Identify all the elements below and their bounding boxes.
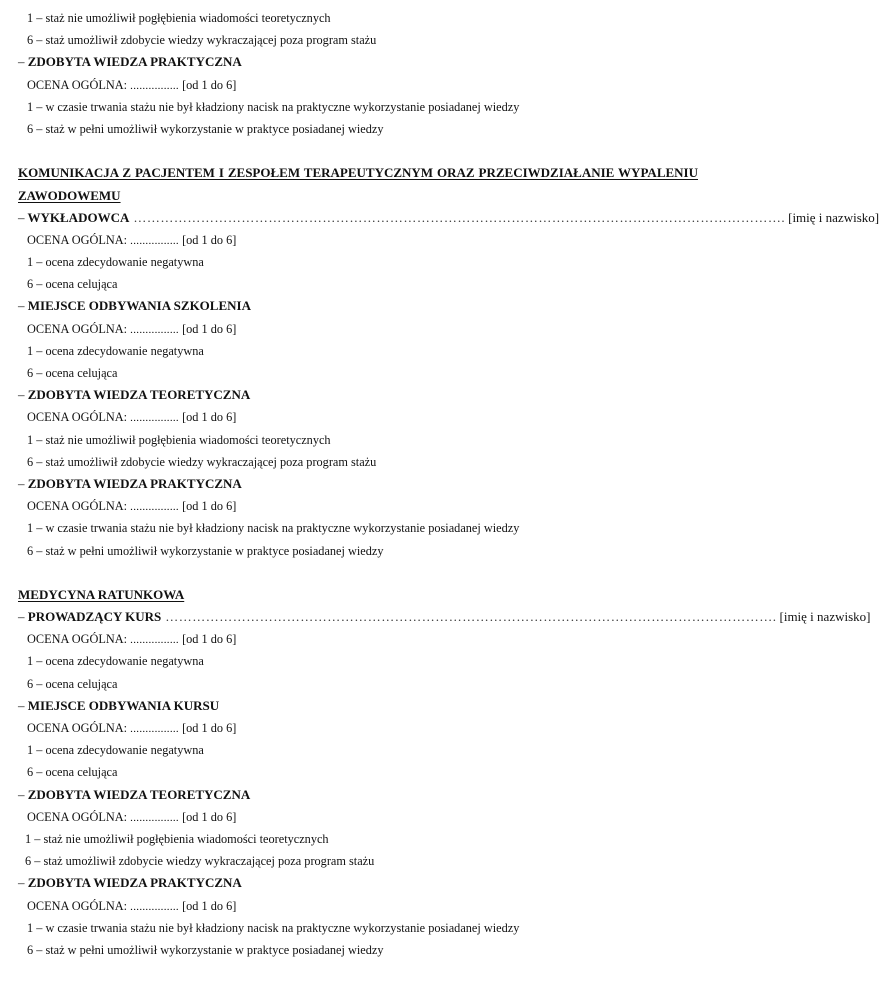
praktyczna-header: – ZDOBYTA WIEDZA PRAKTYCZNA — [18, 475, 242, 491]
ocena-range: [od 1 do 6] — [182, 898, 237, 913]
ocena-blank-field[interactable]: ................ — [130, 634, 179, 647]
teoretyczna-scale-1: 1 – staż nie umożliwił pogłębienia wiadomości teoretycznych — [27, 11, 331, 25]
scale-negatywna: 1 – ocena zdecydowanie negatywna — [27, 343, 204, 358]
prowadzacy-line — [0, 606, 871, 628]
praktyczna-scale-6: 6 – staż w pełni umożliwił wykorzystanie w praktyce posiadanej wiedzy — [27, 543, 384, 558]
section-title-komunikacja-cont: ZAWODOWEMU — [18, 187, 121, 203]
prowadzacy-name-field[interactable]: ………………………………………………………………………………………………………………………. — [165, 609, 777, 625]
praktyczna-header — [0, 51, 728, 73]
teoretyczna-header: – ZDOBYTA WIEDZA TEORETYCZNA — [18, 387, 251, 403]
ocena-line — [0, 717, 728, 739]
ocena-line — [0, 318, 728, 340]
scale-celujaca: 6 – ocena celująca — [27, 277, 118, 292]
ocena-label: OCENA OGÓLNA: — [27, 632, 128, 647]
ocena-label: OCENA OGÓLNA: — [27, 809, 128, 824]
ocena-range: [od 1 do 6] — [182, 77, 237, 92]
ocena-label: OCENA OGÓLNA: — [27, 721, 128, 735]
ocena-range: [od 1 do 6] — [182, 232, 237, 247]
teoretyczna-scale-6: 6 – staż umożliwił zdobycie wiedzy wykraczającej poza program stażu — [27, 33, 377, 48]
scale-negatywna: 1 – ocena zdecydowanie negatywna — [27, 743, 204, 758]
ocena-blank-field[interactable]: ................ — [130, 900, 179, 913]
ocena-blank-field[interactable]: ................ — [130, 811, 179, 824]
praktyczna-scale-6: 6 – staż w pełni umożliwił wykorzystanie w praktyce posiadanej wiedzy — [27, 942, 384, 957]
praktyczna-scale-6: 6 – staż w pełni umożliwił wykorzystanie w praktyce posiadanej wiedzy — [27, 121, 384, 136]
scale-negatywna: 1 – ocena zdecydowanie negatywna — [27, 654, 204, 669]
ocena-label: OCENA OGÓLNA: — [27, 410, 128, 425]
ocena-line — [0, 628, 728, 650]
teoretyczna-scale-1: 1 – staż nie umożliwił pogłębienia wiadomości teoretycznych — [27, 432, 331, 447]
wykladowca-line — [0, 207, 879, 229]
scale-celujaca: 6 – ocena celująca — [27, 366, 118, 380]
teoretyczna-scale-6: 6 – staż umożliwił zdobycie wiedzy wykraczającej poza program stażu — [27, 454, 377, 469]
ocena-range: [od 1 do 6] — [182, 321, 237, 336]
praktyczna-header-label: ZDOBYTA WIEDZA PRAKTYCZNA — [27, 54, 242, 70]
praktyczna-scale-1: 1 – w czasie trwania stażu nie był kładziony nacisk na praktyczne wykorzystanie posiadanej wiedzy — [27, 521, 520, 536]
prowadzacy-hint: [imię i nazwisko] — [779, 609, 871, 625]
wykladowca-hint: [imię i nazwisko] — [788, 209, 879, 225]
praktyczna-scale-1: 1 – w czasie trwania stażu nie był kładziony nacisk na praktyczne wykorzystanie posiadanej wiedzy — [27, 920, 520, 935]
ocena-line — [0, 229, 728, 251]
teoretyczna-header: – ZDOBYTA WIEDZA TEORETYCZNA — [18, 786, 251, 802]
praktyczna-header: – ZDOBYTA WIEDZA PRAKTYCZNA — [18, 875, 242, 891]
document-page — [0, 7, 879, 961]
ocena-range: [od 1 do 6] — [182, 410, 237, 425]
miejsce-header: – MIEJSCE ODBYWANIA SZKOLENIA — [18, 298, 251, 314]
ocena-blank-field[interactable]: ................ — [130, 234, 179, 247]
ocena-blank-field[interactable]: ................ — [130, 323, 179, 336]
ocena-line — [0, 74, 728, 96]
ocena-line — [0, 406, 728, 428]
section-title-medycyna: MEDYCYNA RATUNKOWA — [18, 586, 185, 602]
ocena-blank-field[interactable]: ................ — [130, 501, 179, 514]
ocena-label: OCENA OGÓLNA: — [27, 232, 128, 247]
ocena-label: OCENA OGÓLNA: — [27, 77, 128, 92]
scale-negatywna: 1 – ocena zdecydowanie negatywna — [27, 255, 204, 270]
section-title-komunikacja: KOMUNIKACJA Z PACJENTEM I ZESPOŁEM TERAPEUTYCZNYM ORAZ PRZECIWDZIAŁANIE WYPALENIU — [18, 165, 698, 181]
prowadzacy-label: – PROWADZĄCY KURS — [18, 609, 162, 625]
ocena-blank-field[interactable]: ................ — [130, 412, 179, 425]
teoretyczna-scale-6: 6 – staż umożliwił zdobycie wiedzy wykraczającej poza program stażu — [25, 854, 375, 869]
ocena-line — [0, 895, 728, 917]
wykladowca-label: – WYKŁADOWCA — [18, 209, 130, 225]
ocena-blank-field[interactable]: ................ — [130, 723, 179, 735]
ocena-range: [od 1 do 6] — [182, 632, 237, 647]
ocena-line — [0, 806, 728, 828]
ocena-range: [od 1 do 6] — [182, 499, 237, 514]
teoretyczna-scale-1: 1 – staż nie umożliwił pogłębienia wiadomości teoretycznych — [25, 831, 329, 846]
miejsce-header: – MIEJSCE ODBYWANIA KURSU — [18, 697, 220, 713]
dash: – — [18, 54, 25, 70]
wykladowca-name-field[interactable]: ………………………………………………………………………………………………………………………………. — [133, 209, 786, 225]
scale-celujaca: 6 – ocena celująca — [27, 765, 118, 780]
ocena-label: OCENA OGÓLNA: — [27, 898, 128, 913]
ocena-range: [od 1 do 6] — [182, 721, 237, 735]
ocena-label: OCENA OGÓLNA: — [27, 321, 128, 336]
ocena-line — [0, 495, 728, 517]
ocena-blank-field[interactable]: ................ — [130, 79, 179, 92]
ocena-range: [od 1 do 6] — [182, 809, 237, 824]
praktyczna-scale-1: 1 – w czasie trwania stażu nie był kładziony nacisk na praktyczne wykorzystanie posiadanej wiedzy — [27, 99, 520, 114]
scale-celujaca: 6 – ocena celująca — [27, 676, 118, 691]
ocena-label: OCENA OGÓLNA: — [27, 499, 128, 514]
